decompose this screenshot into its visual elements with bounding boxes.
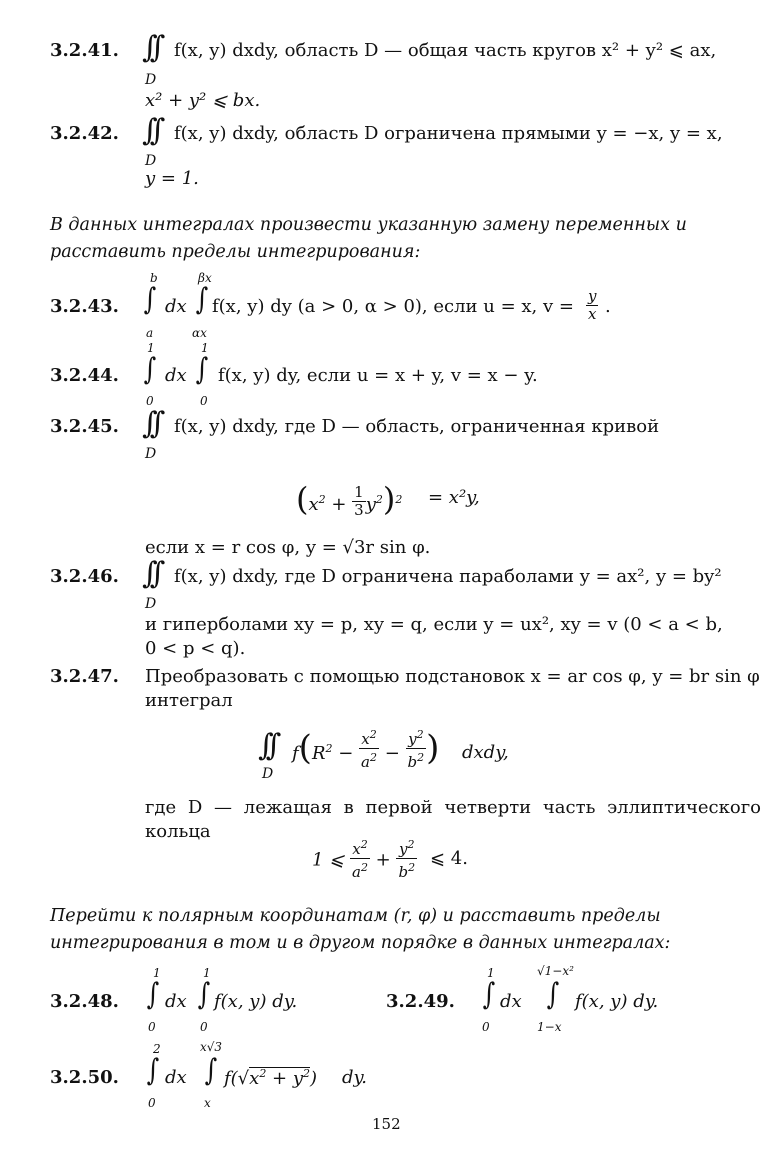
problem-text: dx [165, 296, 187, 317]
upper-limit: b [150, 271, 158, 285]
lower-limit: 0 [148, 1096, 156, 1110]
upper-limit: βx [198, 271, 212, 285]
problem-text: f(x, y) dy. [575, 991, 659, 1012]
problem-number: 3.2.43. [50, 296, 119, 317]
problem-number: 3.2.50. [50, 1067, 119, 1088]
upper-limit: 1 [201, 341, 209, 355]
section-intro: В данных интегралах произвести указанную замену переменных и расставить пределы интегрирования: [50, 215, 687, 262]
problem-text: f(x, y) dy. [214, 991, 298, 1012]
region-label: D [145, 596, 157, 612]
lower-limit: 0 [146, 394, 154, 408]
double-integral-sign: ∫∫ [142, 30, 158, 65]
upper-limit: √1−x² [537, 964, 574, 978]
region-label: D [145, 153, 157, 169]
integrand: $f(√x^2 + y^2)$ [224, 1067, 318, 1089]
upper-limit: 2 [153, 1042, 161, 1056]
differential: dxdy, [462, 742, 509, 763]
integral-sign: ∫ [195, 282, 209, 317]
upper-limit: 1 [153, 966, 161, 980]
integral-sign: ∫ [546, 977, 560, 1012]
lower-limit: 0 [482, 1020, 490, 1034]
lower-limit: 0 [200, 1020, 208, 1034]
dx: dx [165, 991, 187, 1012]
lower-limit: a [146, 326, 154, 340]
upper-limit: 1 [147, 341, 155, 355]
fraction: y x [588, 287, 597, 323]
upper-limit: 1 [487, 966, 495, 980]
integral-sign: ∫ [482, 977, 496, 1012]
integral-sign: ∫ [146, 977, 160, 1012]
region-label: D [262, 766, 274, 782]
ring-inequality: 1 ⩽ $\frac{x^2}{a^2}$ + $\frac{y^2}{b^2}$ [312, 838, 416, 881]
problem-text: dx [165, 365, 187, 386]
problem-text-cont: где D — лежащая в первой четверти часть эллиптического [145, 797, 761, 818]
integral-sign: ∫ [146, 1053, 160, 1088]
problem-text-2: f(x, y) dy (a > 0, α > 0), если u = x, v = [212, 296, 574, 317]
problem-text-cont: и гиперболами xy = p, xy = q, если y = ux², xy = v (0 < a < b, [145, 614, 723, 635]
problem-number: 3.2.49. [386, 991, 455, 1012]
region-label: D [145, 72, 157, 88]
problem-number: 3.2.48. [50, 991, 119, 1012]
dx: dx [500, 991, 522, 1012]
section-intro: Перейти к полярным координатам (r, φ) и расставить пределы интегрирования в том и в другом порядке в данных интегралах: [50, 906, 671, 953]
integral-sign: ∫ [143, 282, 157, 317]
dx: dx [165, 1067, 187, 1088]
problem-text: dy. [342, 1067, 368, 1088]
upper-limit: 1 [203, 966, 211, 980]
problem-text-cont: если x = r cos φ, y = √3r sin φ. [145, 537, 431, 558]
problem-number: 3.2.42. [50, 123, 119, 144]
problem-text-cont: 0 < p < q). [145, 638, 246, 659]
problem-text: f(x, y) dxdy, где D ограничена параболами y = ax², y = by² [174, 566, 722, 587]
lower-limit: 0 [148, 1020, 156, 1034]
problem-number: 3.2.45. [50, 416, 119, 437]
problem-text-cont: y = 1. [145, 168, 199, 189]
double-integral-sign: ∫∫ [142, 556, 158, 591]
problem-number: 3.2.41. [50, 40, 119, 61]
problem-text-cont: кольца [145, 821, 211, 842]
problem-number: 3.2.46. [50, 566, 119, 587]
integral-sign: ∫ [143, 352, 157, 387]
problem-text-cont: x² + y² ⩽ bx. [145, 90, 261, 111]
problem-text-cont: интеграл [145, 690, 233, 711]
lower-limit: 0 [200, 394, 208, 408]
double-integral-sign: ∫∫ [258, 728, 274, 763]
ring-inequality-rhs: ⩽ 4. [430, 848, 468, 869]
problem-text: Преобразовать с помощью подстановок x = ar cos φ, y = br sin φ [145, 666, 760, 687]
double-integral-sign: ∫∫ [142, 406, 158, 441]
problem-number: 3.2.44. [50, 365, 119, 386]
lower-limit: x [204, 1096, 211, 1110]
double-integral-sign: ∫∫ [142, 113, 158, 148]
period: . [605, 296, 611, 317]
upper-limit: x√3 [200, 1040, 223, 1054]
integral-sign: ∫ [197, 977, 211, 1012]
lower-limit: 1−x [537, 1020, 562, 1034]
region-label: D [145, 446, 157, 462]
problem-text: f(x, y) dxdy, где D — область, ограниченная кривой [174, 416, 660, 437]
integral-sign: ∫ [204, 1053, 218, 1088]
problem-text: f(x, y) dxdy, область D ограничена прямыми y = −x, y = x, [174, 123, 723, 144]
page-number: 152 [372, 1115, 401, 1133]
curve-equation-rhs: = x²y, [428, 487, 480, 508]
problem-text-2: f(x, y) dy, если u = x + y, v = x − y. [218, 365, 538, 386]
problem-number: 3.2.47. [50, 666, 119, 687]
problem-text: f(x, y) dxdy, область D — общая часть кругов x² + y² ⩽ ax, [174, 40, 717, 61]
integral-sign: ∫ [195, 352, 209, 387]
integrand: $f(R^2$ − $\frac{x^2}{a^2}$ − $\frac{y^2}{b^2}$ ) [292, 727, 440, 771]
lower-limit: αx [192, 326, 207, 340]
curve-equation-lhs: ($x^2$ + $\frac{1}{3}$ $y^2)^2$ [296, 480, 403, 519]
